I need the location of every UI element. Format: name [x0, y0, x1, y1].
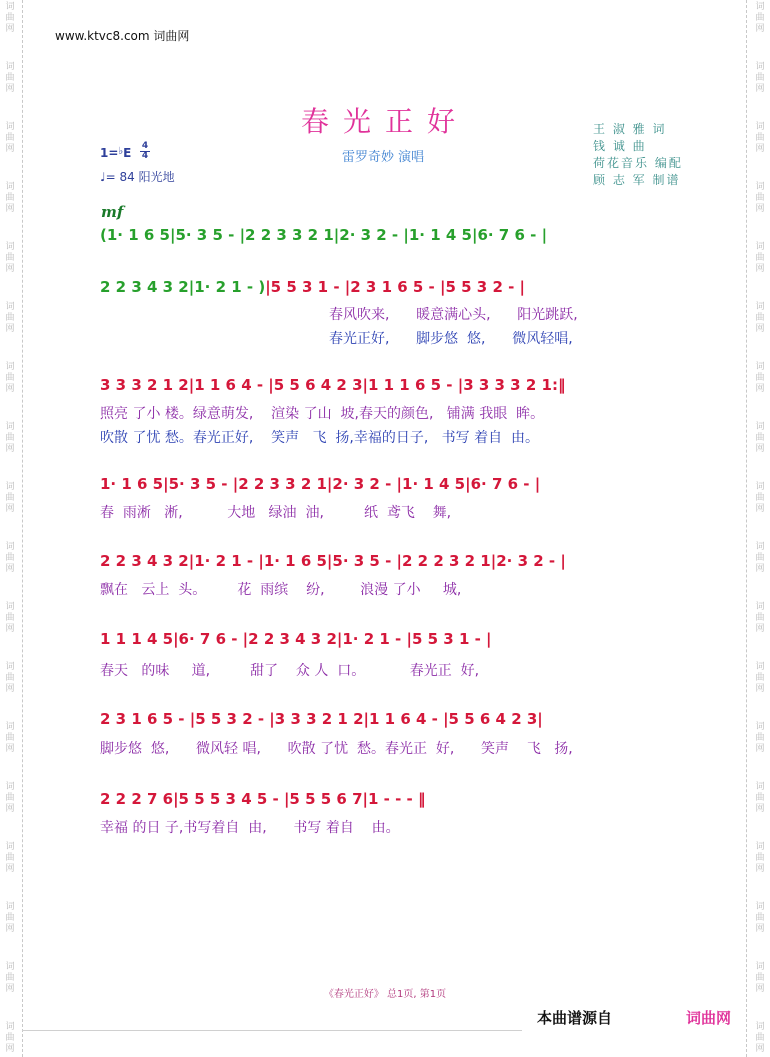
watermark-glyph: 词 — [755, 182, 765, 192]
watermark-glyph: 曲 — [5, 433, 15, 443]
time-signature — [140, 142, 150, 161]
site-url[interactable]: www.ktvc8.com 词曲网 — [55, 29, 190, 43]
watermark-glyph: 词 — [755, 2, 765, 12]
key-prefix: 1= — [100, 146, 119, 160]
watermark-glyph: 词 — [755, 482, 765, 492]
watermark-glyph: 曲 — [755, 673, 765, 683]
watermark-glyph: 词 — [5, 962, 15, 972]
footer-divider — [22, 1030, 522, 1031]
watermark-glyph: 网 — [5, 144, 15, 154]
watermark-glyph: 网 — [755, 924, 765, 934]
watermark-glyph: 词 — [5, 122, 15, 132]
watermark-glyph: 词 — [755, 242, 765, 252]
watermark-glyph: 词 — [5, 902, 15, 912]
meter-top: 4 — [141, 141, 149, 151]
watermark-glyph: 曲 — [5, 613, 15, 623]
row-2-verse-2-text: 春光正好, 脚步悠 悠, 微风轻唱, — [329, 331, 573, 347]
row-4-verse-1-text: 春 雨淅 淅, 大地 绿油 油, 纸 鸢飞 舞, — [100, 505, 452, 521]
watermark-glyph: 网 — [5, 924, 15, 934]
watermark-glyph: 曲 — [755, 253, 765, 263]
watermark-glyph: 网 — [755, 624, 765, 634]
watermark-glyph: 曲 — [755, 793, 765, 803]
watermark-glyph: 网 — [755, 84, 765, 94]
watermark-glyph: 网 — [755, 384, 765, 394]
watermark-glyph: 网 — [5, 984, 15, 994]
brand-link[interactable]: 词曲网 — [686, 1009, 732, 1027]
watermark-glyph: 网 — [755, 1044, 765, 1054]
watermark-glyph: 曲 — [755, 73, 765, 83]
watermark-glyph: 词 — [755, 662, 765, 672]
watermark-glyph: 曲 — [755, 373, 765, 383]
watermark-glyph: 曲 — [755, 493, 765, 503]
tempo-marking: ♩= 84 阳光地 — [100, 170, 175, 184]
right-dashed-guide — [746, 0, 747, 1057]
watermark-glyph: 词 — [5, 602, 15, 612]
watermark-glyph: 词 — [5, 362, 15, 372]
row-6-note-text: 1 1 1 4 5|6· 7 6 - |2 2 3 4 3 2|1· 2 1 - |5 5 3 1 - | — [100, 630, 492, 648]
watermark-glyph: 词 — [5, 782, 15, 792]
watermark-glyph: 网 — [5, 384, 15, 394]
watermark-glyph: 词 — [755, 782, 765, 792]
watermark-glyph: 曲 — [755, 193, 765, 203]
left-margin-watermark — [0, 0, 20, 1057]
watermark-glyph: 曲 — [5, 853, 15, 863]
row-8-verse-1-text: 幸福 的日 子,书写着自 由, 书写 着自 由。 — [100, 820, 400, 836]
credit-transcriber: 顾 志 军 制谱 — [593, 173, 681, 187]
watermark-glyph: 曲 — [755, 913, 765, 923]
composer-credits — [593, 121, 683, 189]
watermark-glyph: 曲 — [755, 313, 765, 323]
watermark-glyph: 网 — [5, 324, 15, 334]
watermark-glyph: 词 — [755, 602, 765, 612]
watermark-glyph: 网 — [5, 684, 15, 694]
right-margin-watermark — [750, 0, 770, 1057]
watermark-glyph: 词 — [5, 662, 15, 672]
watermark-glyph: 词 — [5, 842, 15, 852]
watermark-glyph: 网 — [755, 744, 765, 754]
row-2-melody-notes: |5 5 3 1 - |2 3 1 6 5 - |5 5 3 2 - | — [265, 278, 526, 296]
song-title: 春光正好 — [300, 105, 469, 138]
row-2-intro-notes: 2 2 3 4 3 2|1· 2 1 - ) — [100, 278, 266, 296]
watermark-glyph: 曲 — [755, 1033, 765, 1043]
watermark-glyph: 词 — [5, 542, 15, 552]
watermark-glyph: 曲 — [755, 13, 765, 23]
left-dashed-guide — [22, 0, 23, 1057]
watermark-glyph: 曲 — [755, 733, 765, 743]
watermark-glyph: 网 — [5, 444, 15, 454]
watermark-glyph: 网 — [755, 24, 765, 34]
watermark-glyph: 词 — [755, 962, 765, 972]
watermark-glyph: 曲 — [5, 553, 15, 563]
watermark-glyph: 词 — [5, 422, 15, 432]
watermark-glyph: 曲 — [755, 973, 765, 983]
row-2-verse-1-text: 春风吹来, 暖意满心头, 阳光跳跃, — [329, 307, 578, 323]
watermark-glyph: 网 — [5, 84, 15, 94]
watermark-glyph: 网 — [5, 624, 15, 634]
watermark-glyph: 曲 — [5, 13, 15, 23]
watermark-glyph: 词 — [755, 122, 765, 132]
watermark-glyph: 词 — [755, 902, 765, 912]
key-flat: ♭ — [118, 146, 124, 157]
watermark-glyph: 曲 — [5, 733, 15, 743]
watermark-glyph: 词 — [755, 422, 765, 432]
watermark-glyph: 网 — [755, 984, 765, 994]
watermark-glyph: 曲 — [755, 553, 765, 563]
watermark-glyph: 网 — [5, 744, 15, 754]
row-5-note-text: 2 2 3 4 3 2|1· 2 1 - |1· 1 6 5|5· 3 5 - |2 2 2 3 2 1|2· 3 2 - | — [100, 552, 566, 570]
watermark-glyph: 曲 — [5, 313, 15, 323]
row-3-verse-1-text: 照亮 了小 楼。绿意萌发, 渲染 了山 坡,春天的颜色, 铺满 我眼 眸。 — [100, 406, 545, 422]
watermark-glyph: 曲 — [755, 613, 765, 623]
watermark-glyph: 词 — [755, 1022, 765, 1032]
watermark-glyph: 词 — [755, 542, 765, 552]
row-4-note-text: 1· 1 6 5|5· 3 5 - |2 2 3 3 2 1|2· 3 2 - |1· 1 4 5|6· 7 6 - | — [100, 475, 541, 493]
watermark-glyph: 词 — [5, 242, 15, 252]
row-3-verse-2-text: 吹散 了忧 愁。春光正好, 笑声 飞 扬,幸福的日子, 书写 着自 由。 — [100, 430, 540, 446]
watermark-glyph: 词 — [755, 62, 765, 72]
watermark-glyph: 词 — [755, 842, 765, 852]
watermark-glyph: 网 — [5, 204, 15, 214]
row-7-verse-1-text: 脚步悠 悠, 微风轻 唱, 吹散 了忧 愁。春光正 好, 笑声 飞 扬, — [100, 741, 573, 757]
watermark-glyph: 词 — [5, 182, 15, 192]
watermark-glyph: 网 — [755, 564, 765, 574]
watermark-glyph: 曲 — [5, 73, 15, 83]
watermark-glyph: 曲 — [755, 853, 765, 863]
watermark-glyph: 曲 — [5, 793, 15, 803]
watermark-glyph: 网 — [5, 804, 15, 814]
watermark-glyph: 曲 — [5, 1033, 15, 1043]
watermark-glyph: 网 — [755, 324, 765, 334]
credit-composer: 钱 诚 曲 — [593, 139, 647, 153]
watermark-glyph: 网 — [5, 1044, 15, 1054]
row-3-note-text: 3 3 3 2 1 2|1 1 6 4 - |5 5 6 4 2 3|1 1 1 6 5 - |3 3 3 3 2 1:‖ — [100, 376, 566, 394]
watermark-glyph: 网 — [755, 864, 765, 874]
key-signature — [100, 146, 131, 160]
watermark-glyph: 词 — [5, 482, 15, 492]
watermark-glyph: 曲 — [5, 253, 15, 263]
watermark-glyph: 网 — [755, 264, 765, 274]
row-1-note-text: (1· 1 6 5|5· 3 5 - |2 2 3 3 2 1|2· 3 2 - |1· 1 4 5|6· 7 6 - | — [100, 226, 548, 244]
watermark-glyph: 网 — [5, 24, 15, 34]
watermark-glyph: 词 — [755, 362, 765, 372]
watermark-glyph: 网 — [755, 804, 765, 814]
row-7-note-text: 2 3 1 6 5 - |5 5 3 2 - |3 3 3 2 1 2|1 1 6 4 - |5 5 6 4 2 3| — [100, 710, 543, 728]
row-6-verse-1-text: 春天 的味 道, 甜了 众 人 口。 春光正 好, — [100, 663, 480, 679]
dynamic-marking: mf — [101, 203, 124, 221]
meter-bottom: 4 — [141, 151, 149, 161]
key-letter: E — [123, 146, 132, 160]
row-8-note-text: 2 2 2 7 6|5 5 5 3 4 5 - |5 5 5 6 7|1 - - - ‖ — [100, 790, 426, 808]
watermark-glyph: 网 — [5, 264, 15, 274]
watermark-glyph: 曲 — [5, 133, 15, 143]
watermark-glyph: 曲 — [5, 373, 15, 383]
row-2-note-text — [100, 278, 525, 296]
watermark-glyph: 网 — [755, 684, 765, 694]
watermark-glyph: 网 — [755, 204, 765, 214]
watermark-glyph: 词 — [755, 722, 765, 732]
watermark-glyph: 网 — [755, 144, 765, 154]
watermark-glyph: 网 — [5, 504, 15, 514]
watermark-glyph: 网 — [755, 504, 765, 514]
source-label: 本曲谱源自 — [537, 1009, 613, 1027]
watermark-glyph: 网 — [755, 444, 765, 454]
watermark-glyph: 词 — [5, 1022, 15, 1032]
watermark-glyph: 词 — [5, 2, 15, 12]
watermark-glyph: 词 — [5, 722, 15, 732]
watermark-glyph: 曲 — [5, 673, 15, 683]
credit-lyricist: 王 淑 雅 词 — [593, 122, 667, 136]
watermark-glyph: 网 — [5, 564, 15, 574]
credit-arranger: 荷花音乐 编配 — [593, 156, 683, 170]
watermark-glyph: 曲 — [755, 433, 765, 443]
watermark-glyph: 曲 — [5, 493, 15, 503]
watermark-glyph: 词 — [755, 302, 765, 312]
watermark-glyph: 曲 — [5, 913, 15, 923]
singer-credit: 雷罗奇妙 演唱 — [342, 150, 425, 165]
page-footer: 《春光正好》 总1页, 第1页 — [323, 989, 447, 1000]
watermark-glyph: 曲 — [755, 133, 765, 143]
watermark-glyph: 词 — [5, 302, 15, 312]
watermark-glyph: 网 — [5, 864, 15, 874]
watermark-glyph: 词 — [5, 62, 15, 72]
watermark-glyph: 曲 — [5, 193, 15, 203]
watermark-glyph: 曲 — [5, 973, 15, 983]
row-5-verse-1-text: 飘在 云上 头。 花 雨缤 纷, 浪漫 了小 城, — [100, 582, 462, 598]
